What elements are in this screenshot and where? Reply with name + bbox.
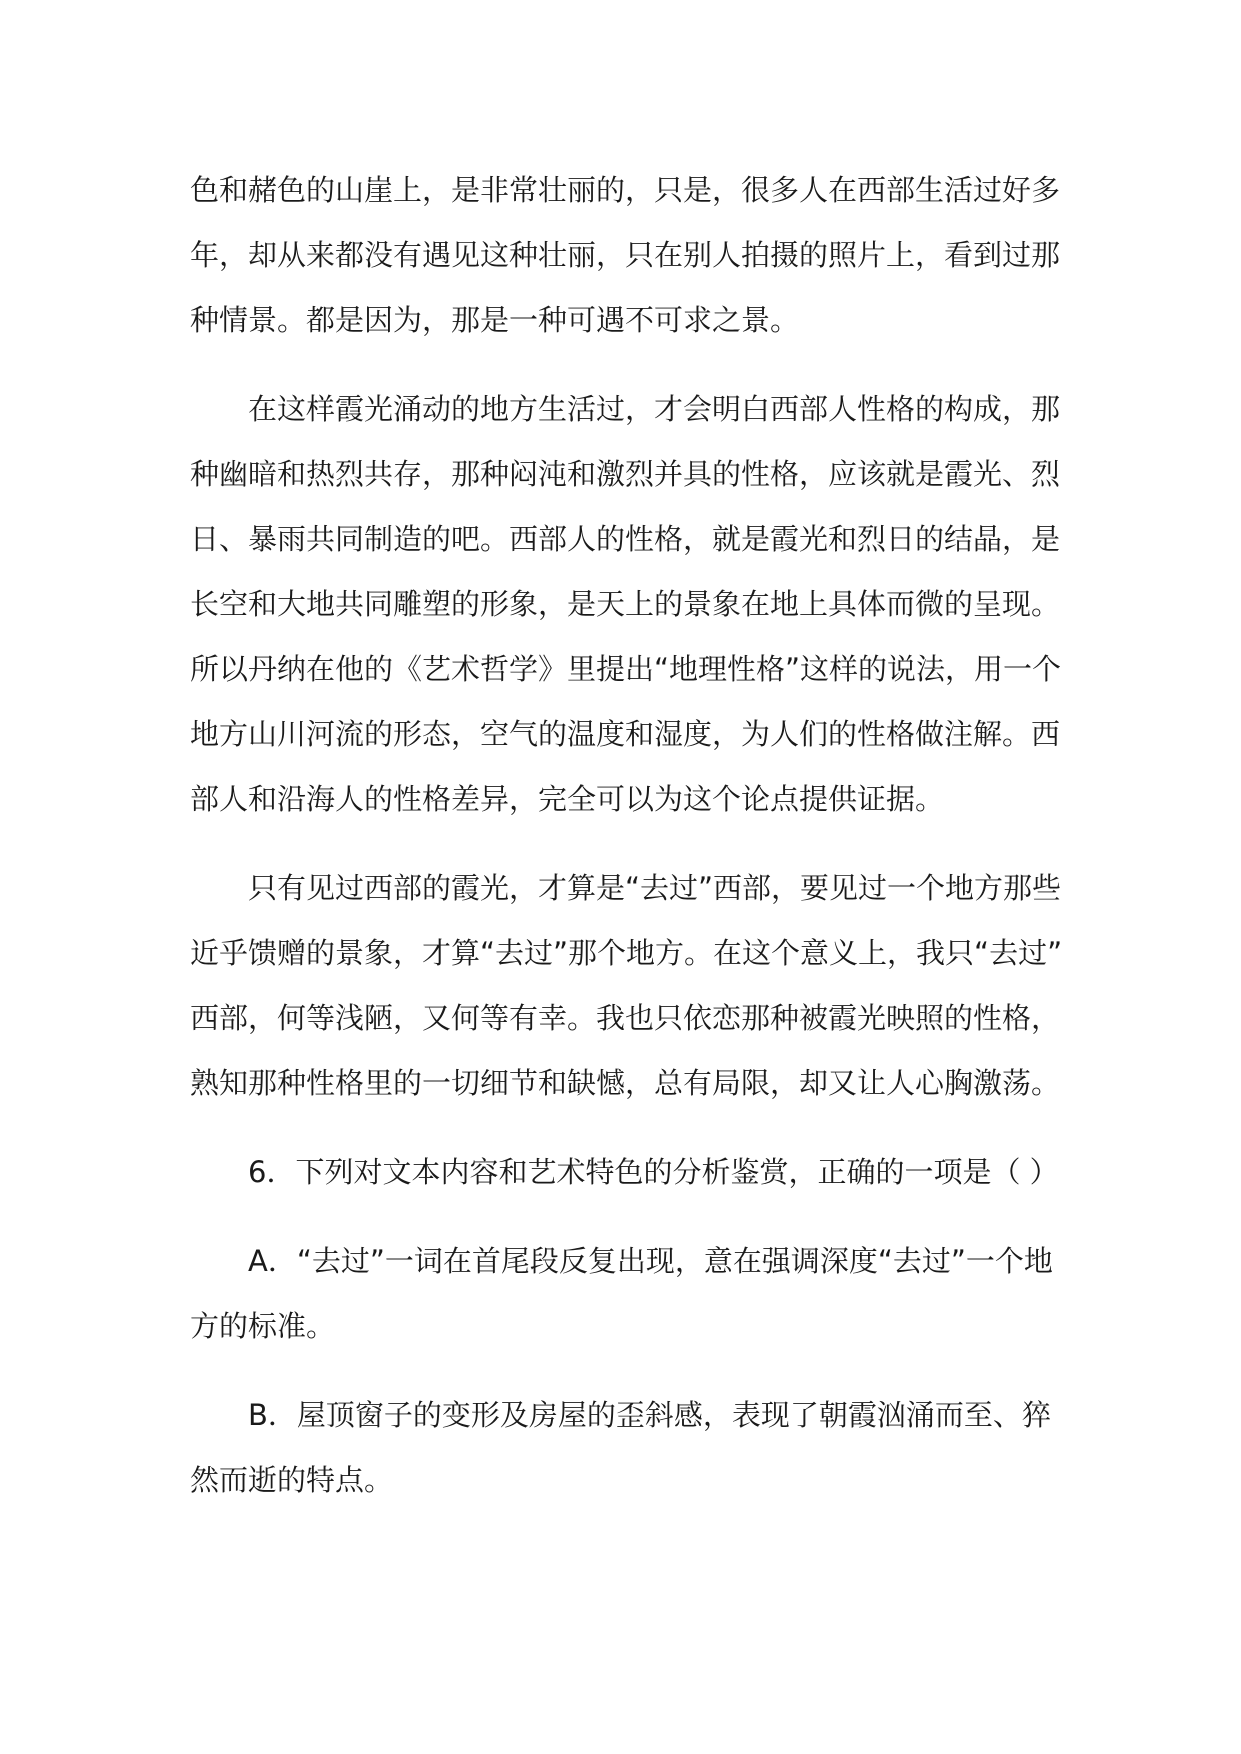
text-line: B．屋顶窗子的变形及房屋的歪斜感，表现了朝霞汹涌而至、猝	[248, 1398, 1051, 1432]
text-line: 年，却从来都没有遇见这种壮丽，只在别人拍摄的照片上，看到过那	[190, 238, 1061, 272]
paragraph-continued	[190, 158, 1060, 353]
text-line: 在这样霞光涌动的地方生活过，才会明白西部人性格的构成，那	[248, 392, 1061, 426]
text-line: 近乎馈赠的景象，才算“去过”那个地方。在这个意义上，我只“去过”	[190, 936, 1063, 970]
text-line: 然而逝的特点。	[190, 1463, 394, 1497]
option-a	[190, 1229, 1060, 1359]
text-line: 地方山川河流的形态，空气的温度和湿度，为人们的性格做注解。西	[190, 717, 1061, 751]
text-line: 熟知那种性格里的一切细节和缺憾，总有局限，却又让人心胸激荡。	[190, 1066, 1061, 1100]
text-line: 长空和大地共同雕塑的形象，是天上的景象在地上具体而微的呈现。	[190, 587, 1061, 621]
text-line: 6．下列对文本内容和艺术特色的分析鉴赏，正确的一项是（ ）	[248, 1155, 1059, 1189]
question-stem	[190, 1140, 1060, 1205]
text-line: 方的标准。	[190, 1309, 336, 1343]
text-line: 西部，何等浅陋，又何等有幸。我也只依恋那种被霞光映照的性格，	[190, 1001, 1061, 1035]
text-line: 只有见过西部的霞光，才算是“去过”西部，要见过一个地方那些	[248, 871, 1062, 905]
text-line: 日、暴雨共同制造的吧。西部人的性格，就是霞光和烈日的结晶，是	[190, 522, 1061, 556]
text-line: 种幽暗和热烈共存，那种闷沌和激烈并具的性格，应该就是霞光、烈	[190, 457, 1061, 491]
text-line: A．“去过”一词在首尾段反复出现，意在强调深度“去过”一个地	[248, 1244, 1053, 1278]
text-line: 色和赭色的山崖上，是非常壮丽的，只是，很多人在西部生活过好多	[190, 173, 1061, 207]
document-body	[190, 158, 1063, 1513]
text-line: 所以丹纳在他的《艺术哲学》里提出“地理性格”这样的说法，用一个	[190, 652, 1062, 686]
paragraph-geographic-character	[190, 377, 1060, 832]
paragraph-been-there	[190, 856, 1063, 1116]
text-line: 部人和沿海人的性格差异，完全可以为这个论点提供证据。	[190, 782, 945, 816]
text-line: 种情景。都是因为，那是一种可遇不可求之景。	[190, 303, 800, 337]
option-b	[190, 1383, 1060, 1513]
